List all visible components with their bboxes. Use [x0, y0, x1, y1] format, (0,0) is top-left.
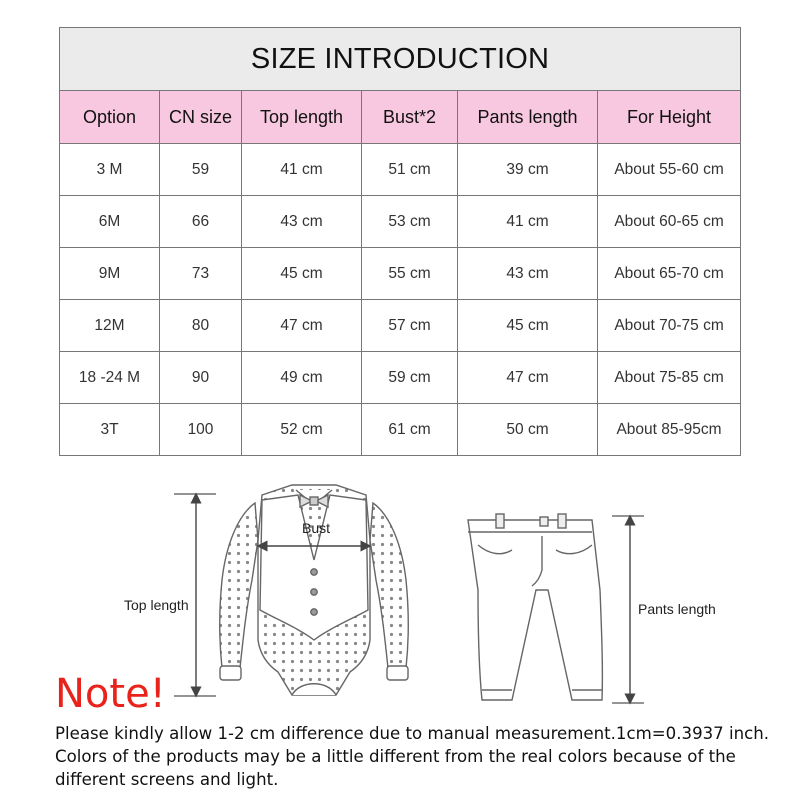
- header-top-length: Top length: [242, 91, 362, 144]
- cell-option: 6M: [60, 196, 160, 248]
- cell-cn-size: 80: [160, 300, 242, 352]
- cell-pants-length: 45 cm: [458, 300, 598, 352]
- cell-for-height: About 55-60 cm: [598, 144, 741, 196]
- cell-bust: 51 cm: [362, 144, 458, 196]
- pants-illustration: [468, 514, 602, 700]
- note-title: Note!: [55, 671, 166, 717]
- note-line: different screens and light.: [55, 770, 279, 789]
- cell-cn-size: 90: [160, 352, 242, 404]
- header-bust: Bust*2: [362, 91, 458, 144]
- cell-option: 9M: [60, 248, 160, 300]
- cell-bust: 53 cm: [362, 196, 458, 248]
- cell-top-length: 43 cm: [242, 196, 362, 248]
- cell-option: 3T: [60, 404, 160, 456]
- header-cn-size: CN size: [160, 91, 242, 144]
- note-line: Please kindly allow 1-2 cm difference due to manual measurement.1cm=0.3937 inch.: [55, 724, 770, 743]
- cell-for-height: About 70-75 cm: [598, 300, 741, 352]
- cell-bust: 61 cm: [362, 404, 458, 456]
- cell-cn-size: 73: [160, 248, 242, 300]
- header-for-height: For Height: [598, 91, 741, 144]
- table-title: SIZE INTRODUCTION: [60, 28, 741, 91]
- cell-pants-length: 50 cm: [458, 404, 598, 456]
- note-line: Colors of the products may be a little different from the real colors because of the: [55, 747, 736, 766]
- cell-cn-size: 59: [160, 144, 242, 196]
- cell-for-height: About 65-70 cm: [598, 248, 741, 300]
- cell-pants-length: 43 cm: [458, 248, 598, 300]
- header-pants-length: Pants length: [458, 91, 598, 144]
- pants-length-label: Pants length: [638, 601, 716, 617]
- cell-for-height: About 60-65 cm: [598, 196, 741, 248]
- cell-pants-length: 39 cm: [458, 144, 598, 196]
- cell-top-length: 52 cm: [242, 404, 362, 456]
- cell-bust: 57 cm: [362, 300, 458, 352]
- cell-top-length: 49 cm: [242, 352, 362, 404]
- cell-pants-length: 41 cm: [458, 196, 598, 248]
- cell-bust: 55 cm: [362, 248, 458, 300]
- header-option: Option: [60, 91, 160, 144]
- cell-top-length: 47 cm: [242, 300, 362, 352]
- cell-option: 18 -24 M: [60, 352, 160, 404]
- cell-cn-size: 66: [160, 196, 242, 248]
- cell-cn-size: 100: [160, 404, 242, 456]
- cell-top-length: 45 cm: [242, 248, 362, 300]
- cell-option: 3 M: [60, 144, 160, 196]
- cell-option: 12M: [60, 300, 160, 352]
- cell-for-height: About 75-85 cm: [598, 352, 741, 404]
- note-text: [55, 722, 795, 791]
- top-length-label: Top length: [124, 597, 189, 613]
- romper-vest-illustration: [220, 485, 409, 695]
- cell-pants-length: 47 cm: [458, 352, 598, 404]
- bust-label: Bust: [302, 520, 331, 536]
- cell-top-length: 41 cm: [242, 144, 362, 196]
- cell-bust: 59 cm: [362, 352, 458, 404]
- cell-for-height: About 85-95cm: [598, 404, 741, 456]
